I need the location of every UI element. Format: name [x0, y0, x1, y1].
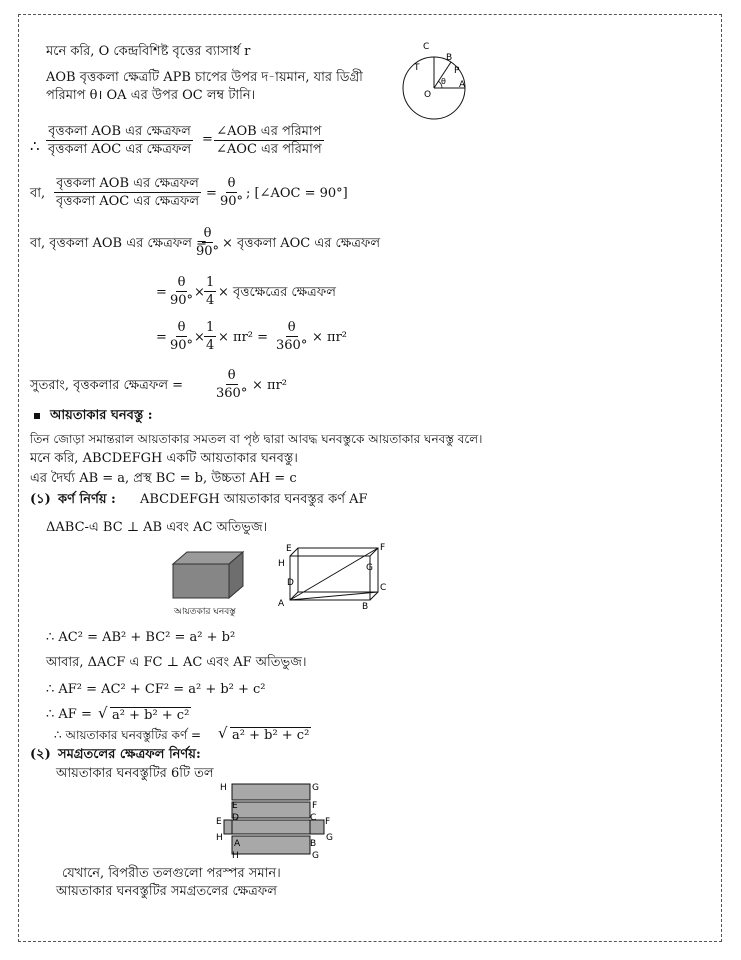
net-label-e-2: E: [216, 817, 222, 827]
eq4-equals: =: [156, 285, 167, 300]
eq2-left-denominator: বৃত্তকলা AOC এর ক্ষেত্রফল: [56, 194, 200, 209]
eq2-equals: =: [206, 186, 217, 201]
eq3-denominator: 90°: [196, 244, 220, 259]
eq5-fraction-1: [168, 320, 195, 353]
net-label-f-2: F: [325, 817, 331, 827]
net-label-c: C: [310, 813, 317, 823]
eq2-left-numerator: বৃত্তকলা AOB এর ক্ষেত্রফল: [56, 176, 199, 191]
eq5-numerator-1: θ: [177, 320, 186, 335]
wire-label-g: G: [366, 563, 373, 573]
radical-sign-1: √: [98, 704, 108, 722]
eq2-suffix: ; [∠AOC = 90°]: [246, 186, 348, 201]
eq1-equals: =: [202, 132, 213, 147]
cuboid-heading: আয়তাকার ঘনবস্তু :: [50, 408, 153, 423]
intro-line-2: AOB বৃত্তকলা ক্ষেত্রটি APB চাপের উপর দ-ায়মান, যার ডিগ্রী: [46, 70, 363, 85]
cuboid-solid-image: [168, 550, 248, 606]
total-surface-area-text: আয়তাকার ঘনবস্তুটির সমগ্রতলের ক্ষেত্রফল: [56, 884, 277, 899]
label-b: B: [446, 53, 453, 63]
label-t: T: [414, 63, 420, 73]
eq4-times: ×: [194, 285, 205, 300]
intro-line-1: মনে করি, O কেন্দ্রবিশিষ্ট বৃত্তের ব্যাসার্ধ r: [46, 44, 251, 59]
eq5-equals: =: [156, 330, 167, 345]
wire-label-e: E: [286, 544, 292, 554]
eq6-suffix: × πr²: [252, 378, 287, 393]
cuboid-dimensions: এর দৈর্ঘ্য AB = a, প্রস্থ BC = b, উচ্চতা AH = c: [30, 471, 297, 486]
label-c: C: [423, 42, 430, 52]
triangle-acf-statement: আবার, ΔACF এ FC ⊥ AC এবং AF অতিভুজ।: [46, 655, 307, 670]
cuboid-wireframe-diagram: [270, 542, 390, 612]
eq5-fraction-3: [274, 320, 309, 353]
eq1-left-fraction: [46, 124, 193, 157]
eq2-left-fraction: [54, 176, 201, 209]
eq4-suffix: × বৃত্তক্ষেত্রের ক্ষেত্রফল: [218, 285, 336, 300]
cuboid-net-diagram: [212, 778, 342, 864]
eq2-right-numerator: θ: [227, 176, 236, 191]
eq5-denominator-1: 90°: [170, 338, 194, 353]
triangle-abc-statement: ΔABC-এ BC ⊥ AB এবং AC অতিভুজ।: [46, 520, 268, 535]
net-label-h-2: H: [216, 833, 223, 843]
af-squared-equation: ∴ AF² = AC² + CF² = a² + b² + c²: [46, 682, 266, 697]
net-label-g-2: G: [326, 833, 333, 843]
part1-text: ABCDEFGH আয়তাকার ঘনবস্তুর কর্ণ AF: [140, 492, 368, 507]
net-label-b: B: [310, 839, 317, 849]
eq5-times: ×: [194, 330, 205, 345]
net-label-e-1: E: [232, 801, 238, 811]
eq5-middle: × πr² =: [218, 330, 269, 345]
label-p: P: [454, 66, 460, 76]
ac-squared-equation: ∴ AC² = AB² + BC² = a² + b²: [46, 630, 236, 645]
diagonal-radicand: a² + b² + c²: [232, 728, 310, 743]
wire-label-h: H: [278, 559, 285, 569]
part2-number: (২): [30, 747, 51, 762]
eq1-right-numerator: ∠AOB এর পরিমাপ: [216, 124, 322, 139]
eq6-prefix: সুতরাং, বৃত্তকলার ক্ষেত্রফল =: [30, 378, 184, 393]
net-label-d: D: [232, 813, 239, 823]
eq1-left-denominator: বৃত্তকলা AOC এর ক্ষেত্রফল: [48, 142, 192, 157]
wire-label-c: C: [380, 583, 387, 593]
opposite-faces-statement: যেখানে, বিপরীত তলগুলো পরস্পর সমান।: [62, 866, 281, 881]
eq1-right-denominator: ∠AOC এর পরিমাপ: [216, 142, 322, 157]
diagonal-equation-prefix: ∴ আয়তাকার ঘনবস্তুটির কর্ণ =: [54, 728, 202, 742]
cuboid-image-caption: আয়তকার ঘনবস্তু: [174, 607, 236, 617]
eq2-right-denominator: 90°: [220, 194, 244, 209]
eq1-left-numerator: বৃত্তকলা AOB এর ক্ষেত্রফল: [48, 124, 191, 139]
eq3-numerator: θ: [203, 226, 212, 241]
net-label-g-1: G: [312, 783, 319, 793]
eq6-numerator: θ: [227, 368, 236, 383]
eq3-suffix: × বৃত্তকলা AOC এর ক্ষেত্রফল: [222, 236, 381, 251]
net-label-h-3: H: [232, 851, 239, 861]
af-radicand: a² + b² + c²: [112, 708, 190, 723]
eq6-fraction: [214, 368, 249, 401]
eq4-denominator-2: 4: [206, 293, 215, 308]
wire-label-f: F: [380, 543, 386, 553]
six-faces-text: আয়তাকার ঘনবস্তুটির 6টি তল: [56, 766, 214, 781]
radical-sign-2: √: [218, 724, 228, 742]
wire-label-b: B: [362, 602, 369, 612]
eq4-denominator-1: 90°: [170, 293, 194, 308]
label-a: A: [459, 80, 466, 90]
circle-sector-diagram: [396, 40, 476, 122]
cuboid-let: মনে করি, ABCDEFGH একটি আয়তাকার ঘনবস্তু।: [30, 451, 298, 466]
eq5-fraction-2: [204, 320, 216, 353]
eq2-right-fraction: [218, 176, 245, 209]
net-label-g-3: G: [312, 851, 319, 861]
therefore-symbol: ∴: [30, 137, 40, 155]
intro-line-3: পরিমাপ θ। OA এর উপর OC লম্ব টানি।: [46, 88, 256, 103]
eq4-numerator-1: θ: [177, 275, 186, 290]
eq3-prefix: বা, বৃত্তকলা AOB এর ক্ষেত্রফল =: [30, 236, 207, 251]
eq6-denominator: 360°: [216, 386, 248, 401]
part1-number: (১): [30, 492, 51, 507]
part1-title: কর্ণ নির্ণয় :: [58, 492, 116, 507]
wire-label-d: D: [287, 578, 294, 588]
eq5-numerator-2: 1: [206, 320, 215, 335]
heading-bullet-icon: [34, 413, 40, 419]
label-o: O: [424, 90, 432, 100]
eq2-prefix: বা,: [30, 186, 46, 201]
wire-label-a: A: [278, 599, 285, 609]
eq4-numerator-2: 1: [206, 275, 215, 290]
af-equation-prefix: ∴ AF =: [46, 707, 92, 722]
eq1-right-fraction: [214, 124, 324, 157]
eq4-fraction-1: [168, 275, 195, 308]
eq4-fraction-2: [204, 275, 216, 308]
eq5-denominator-3: 360°: [276, 338, 308, 353]
net-label-a: A: [234, 839, 241, 849]
label-theta: θ: [441, 77, 446, 86]
net-label-h-1: H: [220, 783, 227, 793]
eq5-denominator-2: 4: [206, 338, 215, 353]
eq5-suffix: × πr²: [312, 330, 347, 345]
eq3-fraction: [194, 226, 221, 259]
eq5-numerator-3: θ: [287, 320, 296, 335]
part2-title: সমগ্রতলের ক্ষেত্রফল নির্ণয়:: [58, 747, 201, 762]
net-label-f-1: F: [312, 801, 318, 811]
cuboid-definition: তিন জোড়া সমান্তরাল আয়তাকার সমতল বা পৃষ্ঠ দ্বারা আবদ্ধ ঘনবস্তুকে আয়তাকার ঘনবস্তু বলে।: [30, 432, 483, 446]
